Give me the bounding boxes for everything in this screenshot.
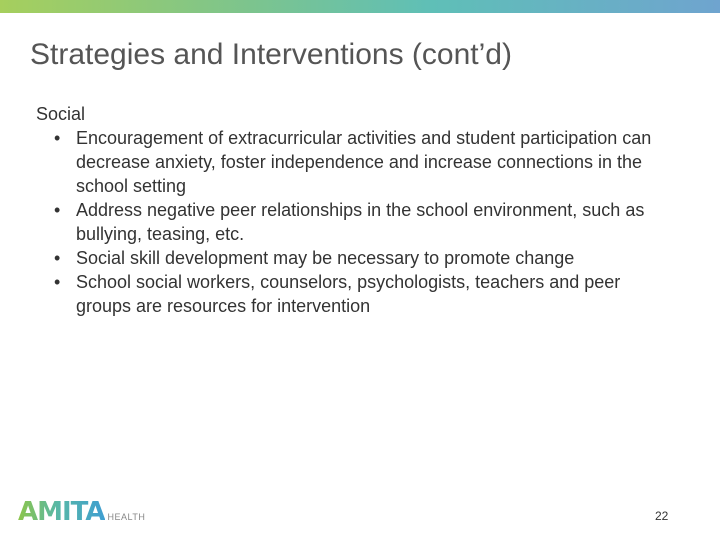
bullet-dot-icon: • [54,128,61,148]
bullet-item [36,126,676,198]
slide-body [36,102,676,318]
slide-title: Strategies and Interventions (cont’d) [30,38,512,71]
logo-subtext: HEALTH [107,512,146,522]
bullet-item [36,246,676,270]
bullet-text: Encouragement of extracurricular activities and student participation can decrease anxiety, foster independence and increase connections in the school setting [76,128,652,196]
bullet-dot-icon: • [54,272,61,292]
page-number: 22 [655,509,669,523]
bullet-text: Address negative peer relationships in the school environment, such as bullying, teasing, etc. [76,200,645,244]
bullet-text: Social skill development may be necessary to promote change [76,248,575,268]
logo-wordmark: AMITA [18,497,105,527]
amita-health-logo [18,497,145,525]
header-gradient-bar [0,0,720,13]
bullet-list [36,126,676,318]
section-heading: Social [36,104,86,124]
bullet-item [36,270,676,318]
bullet-dot-icon: • [54,248,61,268]
bullet-item [36,198,676,246]
bullet-dot-icon: • [54,200,61,220]
bullet-text: School social workers, counselors, psychologists, teachers and peer groups are resources for intervention [76,272,621,316]
